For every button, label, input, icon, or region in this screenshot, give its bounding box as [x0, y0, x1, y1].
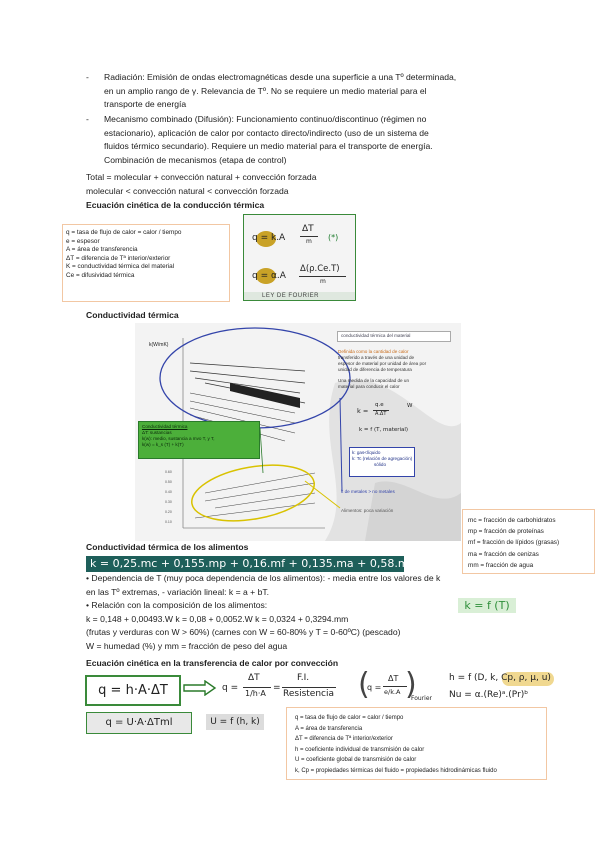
conv-num-a: ΔT [248, 673, 260, 683]
fourier-eq1-lhs: q = k.A [252, 233, 286, 243]
molecular-line: molecular < convección natural < convección forzada [86, 186, 289, 196]
legend-item: k, Cp = propiedades térmicas del fluido = propiedades hidrodinámicas fluido [295, 767, 497, 774]
u-function-text: U = f (h, k) [210, 717, 260, 727]
legend-box-conduccion [62, 224, 230, 302]
figure-blue-note: k de metales > no metales [341, 489, 395, 494]
fractions-box [462, 509, 595, 574]
legend-item: A = área de transferencia [295, 725, 363, 732]
figure-formula-num: q.e [375, 402, 384, 408]
conv-paren-q: q = [367, 683, 382, 692]
bullet-mecanismo [104, 113, 514, 167]
legend-item: ΔT = diferencia de Tª interior/exterior [295, 736, 393, 742]
section-heading-conduccion: Ecuación cinética de la conducción térmica [86, 200, 265, 210]
fraction-bar [282, 687, 336, 688]
svg-text:0.30: 0.30 [165, 500, 172, 504]
arrow-right-icon [183, 680, 217, 696]
k-formula: k = 0,25.mc + 0,155.mp + 0,16.mf + 0,135.ma + 0,58.mm [90, 557, 420, 570]
legend-item: K = conductividad térmica del material [66, 263, 175, 271]
section-heading-conveccion: Ecuación cinética en la transferencia de calor por convección [86, 658, 339, 668]
green-box-line: ΔT: sustancias [142, 430, 172, 435]
convection-main-eq: q = h·A·ΔT [98, 683, 168, 698]
legend-item: Ce = difusividad térmica [66, 271, 135, 279]
total-line: Total = molecular + convección natural + convección forzada [86, 172, 317, 182]
k-formula-banner [86, 556, 420, 572]
legend-item: h = coeficiente individual de transmisión de calor [295, 746, 425, 753]
figure-yellow-note: Alimentos: poca variación [341, 508, 394, 513]
fourier-eq2-den: m [320, 278, 326, 285]
conv-fourier-sub: Fourier [411, 695, 433, 702]
green-box-line: k(w) = k_s (T) + k(T) [142, 442, 184, 447]
text-line: en las Tº extremas, - variación lineal: k = a + bT. [86, 586, 270, 597]
bullet-dash: - [86, 114, 89, 124]
figure-green-box [138, 421, 260, 459]
convection-u-eq: q = U·A·ΔTml [105, 717, 173, 728]
text-line: • Relación con la composición de los alimentos: [86, 600, 268, 611]
definition-line: Una medida de la capacidad de un [338, 378, 409, 383]
text-line: Radiación: Emisión de ondas electromagnéticas desde una superficie a una Tº determinada, [104, 72, 457, 82]
text-line: en un amplio rango de γ. Relevancia de Tº. No se requiere un medio material para el [104, 85, 427, 96]
text-line: Mecanismo combinado (Difusión): Funcionamiento continuo/discontinuo (régimen no [104, 114, 427, 124]
conv-paren-den: e/k.A [384, 688, 401, 696]
convection-main-box [85, 675, 181, 706]
u-function-badge [206, 714, 264, 730]
text-line: estacionario), aplicación de calor por contacto directo/indirecto (uso de un sistema de [104, 127, 429, 138]
text-line: (frutas y verduras con W > 60%) (carnes con W = 60-80% y T = 0-60ºC) (pescado) [86, 627, 401, 638]
fraction-bar [300, 236, 318, 237]
fraction-bar [243, 687, 271, 688]
legend-item: e = espesor [66, 237, 100, 245]
fraction-item: ma = fracción de cenizas [468, 550, 539, 558]
legend-list [295, 713, 497, 776]
definition-line: material para conducir el calor [338, 384, 400, 389]
fraction-item: mf = fracción de lípidos (grasas) [468, 539, 560, 547]
conv-nu-eq: Nu = α.(Re)ᵃ.(Pr)ᵇ [449, 690, 529, 700]
fourier-eq1-den: m [306, 238, 312, 245]
conductivity-figure [135, 323, 461, 541]
conv-h-eq: h = f (D, k, Cp, ρ, μ, u) [449, 673, 551, 683]
k-function-badge [458, 598, 516, 613]
figure-definition [338, 349, 426, 373]
figure-axis-label: k(W/mK) [149, 342, 169, 348]
text-line: W = humedad (%) y mm = fracción de peso del agua [86, 640, 288, 651]
conv-num-b: F.I. [297, 673, 310, 683]
text-line: transporte de energía [104, 99, 187, 110]
figure-header-text: conductividad térmica del material [341, 333, 411, 338]
text-line: • Dependencia de T (muy poca dependencia de los alimentos): - media entre los valores de k [86, 573, 441, 583]
legend-item: ΔT = diferencia de Tª interior/exterior [66, 254, 171, 262]
text-line: fluidos térmico secundario). Requiere un medio material para el transporte de energía. [104, 141, 433, 152]
conv-den-a: 1/h·A [245, 689, 266, 698]
figure-formula-k: k = [357, 407, 369, 415]
legend-item: q = tasa de flujo de calor = calor / tiempo [295, 715, 404, 721]
fourier-eq2-lhs: q = α.A [252, 271, 286, 281]
conv-paren-num: ΔT [388, 674, 399, 683]
conv-q-label: q = [222, 683, 239, 693]
fourier-eq2-num: Δ(ρ.Ce.T) [300, 264, 340, 274]
blue-box-line: k: Tc (relación de agregación) [352, 456, 413, 461]
svg-text:0.50: 0.50 [165, 480, 172, 484]
figure-formula-unit: W [407, 403, 413, 409]
green-box-lines [139, 422, 259, 450]
alimentos-paragraph [86, 572, 440, 654]
fractions-list [468, 515, 559, 571]
section-heading-alimentos: Conductividad térmica de los alimentos [86, 542, 249, 552]
legend-box-conveccion [286, 707, 547, 780]
section-heading-conductividad: Conductividad térmica [86, 310, 179, 320]
blue-box-line: k: gas<líquido [352, 450, 381, 455]
definition-line: transferido a través de una unidad de [338, 355, 415, 360]
fraction-item: mc = fracción de carbohidratos [468, 517, 556, 524]
legend-item: A = área de transferencia [66, 246, 138, 254]
blue-box-lines [350, 448, 414, 470]
definition-line: espesor de material por unidad de área por [338, 361, 427, 366]
legend-item: q = tasa de flujo de calor = calor / tiempo [66, 229, 182, 236]
figure-definition-2 [338, 378, 409, 390]
fraction-bar [299, 276, 346, 277]
fraction-item: mm = fracción de agua [468, 561, 534, 569]
fourier-eq1-num: ΔT [302, 224, 314, 234]
conv-den-b: Resistencia [283, 689, 334, 699]
bullet-radiacion [104, 71, 514, 112]
figure-header-box [337, 331, 451, 342]
green-box-line: k(w): medio, sustancia a mvo T, y T, [142, 436, 215, 441]
fourier-caption: LEY DE FOURIER [262, 293, 319, 299]
svg-text:0.40: 0.40 [165, 490, 172, 494]
definition-line: Definida como la cantidad de calor [338, 349, 409, 354]
fourier-star: (*) [328, 233, 339, 242]
fourier-law-box [243, 214, 356, 301]
green-box-line: Conductividad térmica [142, 424, 188, 429]
legend-item: U = coeficiente global de transmisión de calor [295, 757, 417, 763]
svg-text:0.60: 0.60 [165, 470, 172, 474]
figure-formula-f: k = f (T, material) [359, 427, 409, 433]
legend-list [66, 229, 181, 281]
convection-u-box [86, 712, 192, 734]
text-line: Combinación de mecanismos (etapa de control) [104, 154, 287, 165]
k-function-text: k = f (T) [464, 599, 510, 612]
fraction-bar [383, 686, 407, 687]
figure-blue-box [349, 447, 415, 477]
bullet-dash: - [86, 72, 89, 82]
definition-line: unidad de diferencia de temperatura [338, 367, 412, 372]
text-line: k = 0,148 + 0,00493.W k = 0,08 + 0,0052.W k = 0,0324 + 0,3294.mm [86, 613, 349, 624]
figure-formula-den: A.ΔT [375, 411, 387, 417]
svg-text:0.20: 0.20 [165, 510, 172, 514]
blue-box-line: sólido [374, 462, 387, 467]
svg-text:0.10: 0.10 [165, 520, 172, 524]
fraction-item: mp = fracción de proteínas [468, 528, 544, 536]
